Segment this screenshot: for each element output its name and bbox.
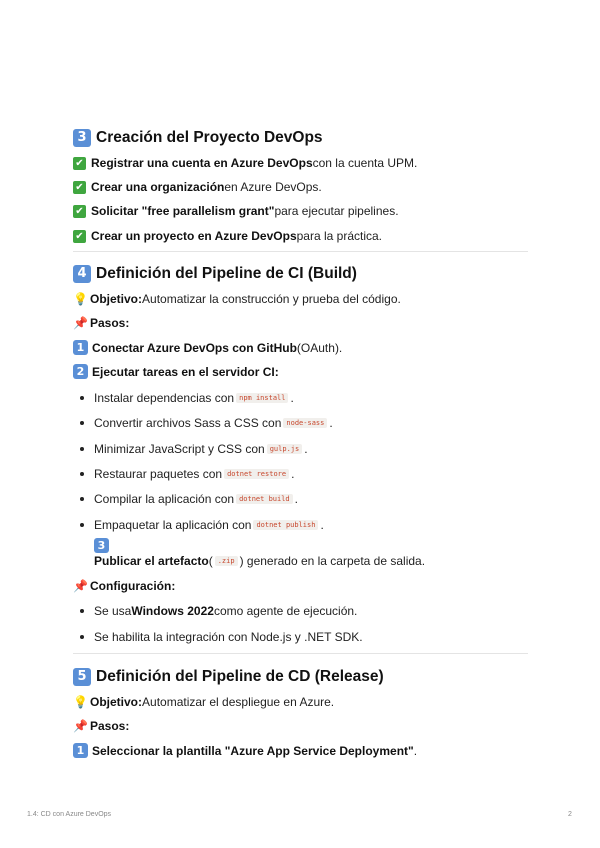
keycap-4-icon: 4 (73, 265, 91, 283)
steps-label: Pasos: (90, 719, 130, 733)
item-bold: Registrar una cuenta en Azure DevOps (91, 156, 313, 170)
item-text: en Azure DevOps. (224, 180, 322, 194)
objective-text: Automatizar la construcción y prueba del código. (142, 292, 401, 306)
pushpin-icon: 📌 (73, 719, 88, 733)
step-2-bold: Ejecutar tareas en el servidor CI: (92, 364, 279, 379)
task-item (80, 492, 298, 506)
objective-line (73, 292, 401, 306)
step-3-keycap-wrap (94, 536, 113, 554)
light-bulb-icon: 💡 (73, 292, 88, 306)
task-after: . (329, 416, 333, 430)
step-3-post: ) generado en la carpeta de salida. (239, 554, 426, 568)
check-mark-icon: ✔ (73, 157, 86, 170)
divider (73, 653, 528, 654)
inline-code: gulp.js (267, 444, 303, 454)
bullet-icon (80, 421, 84, 425)
divider (73, 251, 528, 252)
pushpin-icon: 📌 (73, 316, 88, 330)
footer-title: 1.4: CD con Azure DevOps (27, 811, 112, 818)
check-mark-icon: ✔ (73, 181, 86, 194)
task-after: . (320, 518, 324, 532)
inline-code: dotnet publish (253, 520, 318, 530)
keycap-1-icon: 1 (73, 743, 88, 758)
list-item (73, 204, 399, 218)
keycap-5-icon: 5 (73, 668, 91, 686)
task-after: . (294, 492, 298, 506)
task-text: Empaquetar la aplicación con (94, 518, 252, 532)
check-mark-icon: ✔ (73, 205, 86, 218)
keycap-3-icon: 3 (94, 538, 109, 553)
config-pre: Se habilita la integración con Node.js y .NET SDK. (94, 630, 363, 644)
list-item (73, 156, 417, 170)
task-item (80, 467, 294, 481)
config-rest: como agente de ejecución. (213, 604, 358, 618)
bullet-icon (80, 472, 84, 476)
bullet-icon (80, 396, 84, 400)
task-item (80, 442, 308, 456)
light-bulb-icon: 💡 (73, 695, 88, 709)
task-text: Compilar la aplicación con (94, 492, 235, 506)
item-text: para ejecutar pipelines. (274, 204, 399, 218)
task-item (80, 416, 333, 430)
task-text: Restaurar paquetes con (94, 467, 223, 481)
config-label: Configuración: (90, 579, 176, 593)
inline-code: node-sass (283, 418, 327, 428)
pushpin-icon: 📌 (73, 579, 88, 593)
step-1-line (73, 743, 417, 758)
inline-code: dotnet build (236, 494, 293, 504)
config-bold: Windows 2022 (131, 604, 214, 618)
objective-label: Objetivo: (90, 695, 143, 709)
step-3-pre: ( (208, 554, 213, 568)
bullet-icon (80, 523, 84, 527)
item-text: para la práctica. (296, 229, 383, 243)
keycap-2-icon: 2 (73, 364, 88, 379)
keycap-1-icon: 1 (73, 340, 88, 355)
config-item (80, 630, 363, 644)
step-3-line (94, 554, 425, 568)
list-item (73, 229, 382, 243)
bullet-icon (80, 447, 84, 451)
task-after: . (290, 391, 294, 405)
item-bold: Solicitar "free parallelism grant" (91, 204, 275, 218)
objective-text: Automatizar el despliegue en Azure. (142, 695, 335, 709)
config-pre: Se usa (94, 604, 132, 618)
keycap-3-icon: 3 (73, 129, 91, 147)
task-text: Convertir archivos Sass a CSS con (94, 416, 282, 430)
step-1-line (73, 340, 342, 355)
bullet-icon (80, 635, 84, 639)
item-text: con la cuenta UPM. (312, 156, 418, 170)
check-mark-icon: ✔ (73, 230, 86, 243)
inline-code: npm install (236, 393, 288, 403)
steps-label-line (73, 719, 129, 733)
objective-line (73, 695, 334, 709)
inline-code: .zip (215, 556, 238, 566)
list-item (73, 180, 322, 194)
bullet-icon (80, 497, 84, 501)
page-number: 2 (568, 811, 572, 818)
step-1-text: . (413, 743, 418, 758)
task-item (80, 391, 294, 405)
task-text: Minimizar JavaScript y CSS con (94, 442, 265, 456)
step-3-bold: Publicar el artefacto (94, 554, 209, 568)
step-2-line (73, 364, 279, 379)
task-text: Instalar dependencias con (94, 391, 235, 405)
steps-label: Pasos: (90, 316, 130, 330)
config-label-line (73, 579, 175, 593)
section-5-title: Definición del Pipeline de CD (Release) (96, 668, 384, 685)
section-5-heading (73, 668, 384, 686)
item-bold: Crear una organización (91, 180, 225, 194)
task-after: . (304, 442, 308, 456)
item-bold: Crear un proyecto en Azure DevOps (91, 229, 297, 243)
section-3-title: Creación del Proyecto DevOps (96, 129, 323, 146)
bullet-icon (80, 609, 84, 613)
step-1-bold: Seleccionar la plantilla "Azure App Service Deployment" (92, 743, 414, 758)
config-item (80, 604, 357, 618)
task-item (80, 518, 324, 532)
section-4-heading (73, 265, 357, 283)
step-1-text: (OAuth). (296, 340, 343, 355)
task-after: . (291, 467, 295, 481)
section-4-title: Definición del Pipeline de CI (Build) (96, 265, 357, 282)
inline-code: dotnet restore (224, 469, 289, 479)
section-3-heading (73, 129, 323, 147)
objective-label: Objetivo: (90, 292, 143, 306)
step-1-bold: Conectar Azure DevOps con GitHub (92, 340, 297, 355)
steps-label-line (73, 316, 129, 330)
